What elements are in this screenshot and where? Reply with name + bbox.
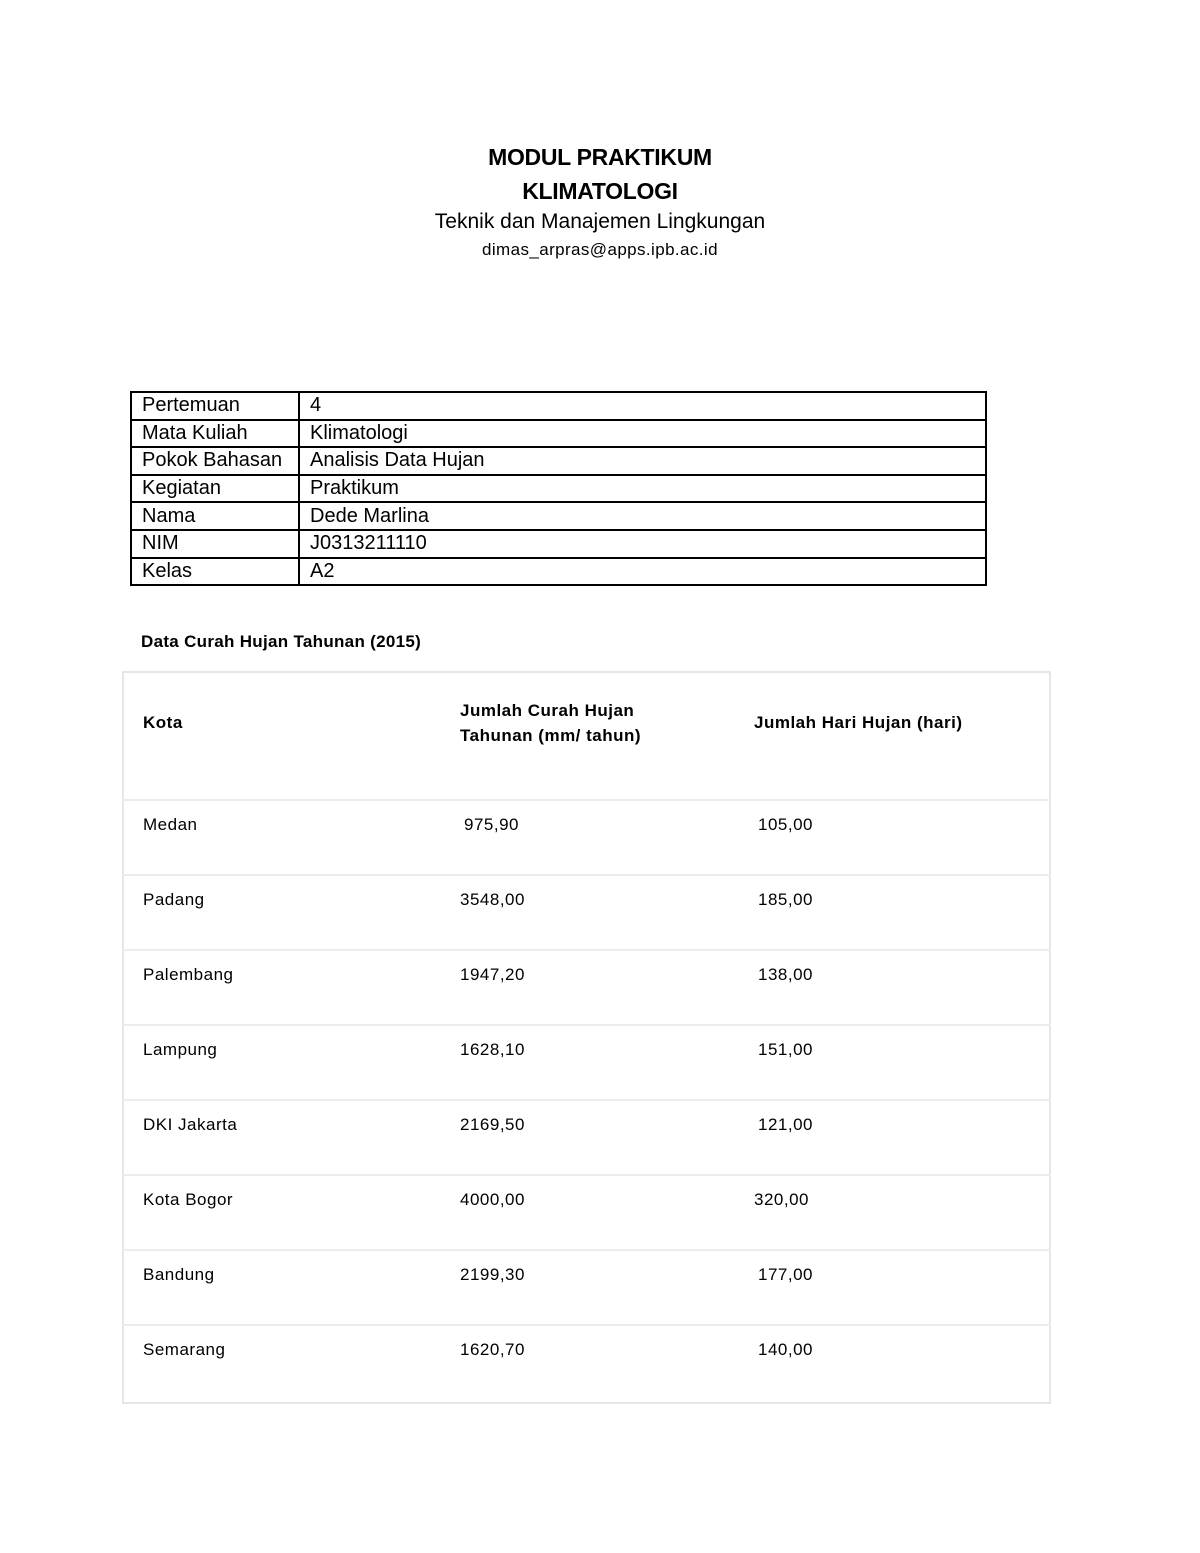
cell-hari: 138,00 [758, 965, 813, 984]
table-row [123, 950, 1050, 1025]
info-key: Mata Kuliah [131, 420, 299, 448]
cell-kota: DKI Jakarta [143, 1115, 238, 1134]
table-row [123, 1100, 1050, 1175]
info-row [131, 502, 986, 530]
info-table [130, 391, 987, 586]
info-value: Analisis Data Hujan [299, 447, 986, 475]
info-row [131, 392, 986, 420]
table-row [123, 800, 1050, 875]
table-row [123, 1175, 1050, 1250]
info-value: Praktikum [299, 475, 986, 503]
info-key: NIM [131, 530, 299, 558]
header-kota: Kota [143, 713, 183, 732]
cell-curah: 4000,00 [460, 1190, 525, 1209]
header-curah-line2: Tahunan (mm/ tahun) [460, 726, 642, 745]
table-row [123, 875, 1050, 950]
info-key: Kelas [131, 558, 299, 586]
cell-hari: 320,00 [754, 1190, 809, 1209]
header-curah-line1: Jumlah Curah Hujan [460, 701, 635, 720]
cell-hari: 185,00 [758, 890, 813, 909]
cell-curah: 1620,70 [460, 1340, 525, 1359]
rain-table-title: Data Curah Hujan Tahunan (2015) [141, 632, 422, 651]
title-line-1: MODUL PRAKTIKUM [488, 144, 712, 170]
info-key: Pertemuan [131, 392, 299, 420]
table-row [123, 1025, 1050, 1100]
info-value: J0313211110 [299, 530, 986, 558]
info-value: A2 [299, 558, 986, 586]
info-key: Kegiatan [131, 475, 299, 503]
cell-kota: Medan [143, 815, 198, 834]
cell-curah: 975,90 [464, 815, 519, 834]
email: dimas_arpras@apps.ipb.ac.id [482, 240, 718, 259]
cell-hari: 121,00 [758, 1115, 813, 1134]
info-row [131, 558, 986, 586]
rain-table [122, 671, 1051, 1404]
cell-kota: Lampung [143, 1040, 218, 1059]
cell-hari: 177,00 [758, 1265, 813, 1284]
table-row [123, 1250, 1050, 1325]
cell-kota: Semarang [143, 1340, 226, 1359]
cell-curah: 1628,10 [460, 1040, 525, 1059]
cell-kota: Kota Bogor [143, 1190, 234, 1209]
cell-hari: 151,00 [758, 1040, 813, 1059]
info-value: Klimatologi [299, 420, 986, 448]
table-row [123, 1325, 1050, 1403]
info-key: Pokok Bahasan [131, 447, 299, 475]
info-row [131, 530, 986, 558]
header-hari: Jumlah Hari Hujan (hari) [754, 713, 963, 732]
title-line-2: KLIMATOLOGI [522, 178, 678, 204]
info-row [131, 475, 986, 503]
cell-curah: 2169,50 [460, 1115, 525, 1134]
rain-table-header [123, 672, 1050, 800]
info-value: 4 [299, 392, 986, 420]
cell-kota: Padang [143, 890, 205, 909]
info-value: Dede Marlina [299, 502, 986, 530]
subtitle: Teknik dan Manajemen Lingkungan [434, 210, 766, 233]
cell-kota: Bandung [143, 1265, 215, 1284]
cell-curah: 3548,00 [460, 890, 525, 909]
cell-kota: Palembang [143, 965, 234, 984]
cell-hari: 140,00 [758, 1340, 813, 1359]
header-curah [443, 672, 736, 800]
cell-curah: 2199,30 [460, 1265, 525, 1284]
cell-curah: 1947,20 [460, 965, 525, 984]
info-key: Nama [131, 502, 299, 530]
info-row [131, 420, 986, 448]
cell-hari: 105,00 [758, 815, 813, 834]
info-row [131, 447, 986, 475]
